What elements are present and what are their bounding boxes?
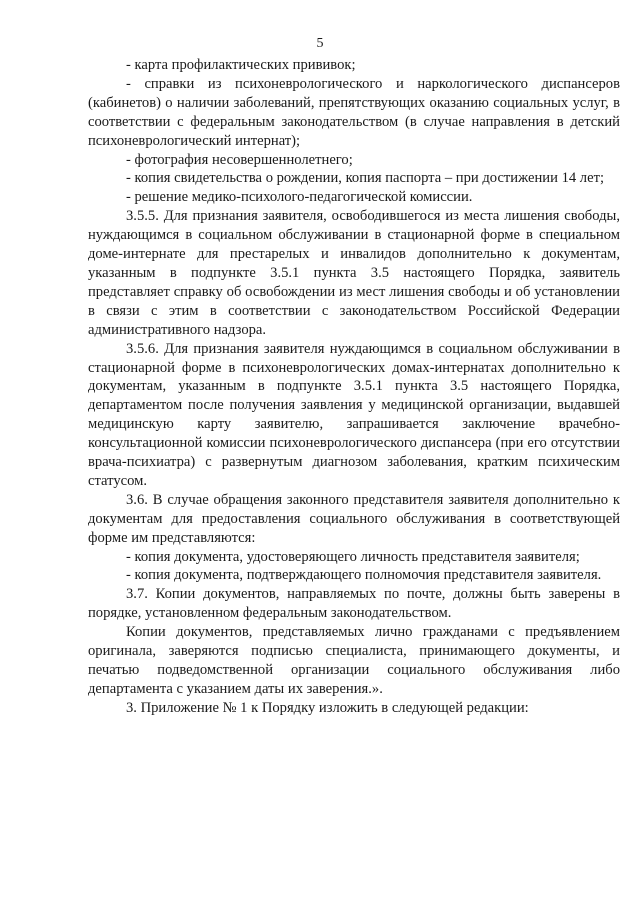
document-body [88,56,620,718]
paragraph-3-7: 3.7. Копии документов, направляемых по почте, должны быть заверены в порядке, установленном федеральным законодательством. [88,586,620,622]
list-item-identity-copy: - копия документа, удостоверяющего личность представителя заявителя; [126,548,580,565]
list-item-authority-copy: - копия документа, подтверждающего полномочия представителя заявителя. [126,567,602,584]
list-item-vaccination-card: - карта профилактических прививок; [126,57,356,73]
list-item-photo: - фотография несовершеннолетнего; [126,151,353,168]
paragraph-3-6: 3.6. В случае обращения законного представителя заявителя дополнительно к документам для предоставления социального обслуживания в соответствующей форме им представляются: [88,491,620,546]
page-number: 5 [316,36,324,51]
list-item-dispensary-certificates: - справки из психоневрологического и наркологического диспансеров (кабинетов) о наличии заболеваний, препятствующих оказанию социальных услуг, в соответствии с федеральным законодательством (в случае направления в детский психоневрологический интернат); [88,75,620,149]
paragraph-3-5-6: 3.5.6. Для признания заявителя нуждающимся в социальном обслуживании в стационарной форме в психоневрологических домах-интернатах дополнительно к документам, указанным в подпункте 3.5.1 пункта 3.5 настоящего Порядка, департаментом после получения заявления у медицинской организации, выдавшей медицинскую карту заявителю, запрашивается заключение врачебно-консультационной комиссии психоневрологического диспансера (при его отсутствии врача-психиатра) с развернутым диагнозом заболевания, кратким психическим статусом. [88,340,620,489]
paragraph-copies-certification: Копии документов, представляемых лично гражданами с предъявлением оригинала, заверяются подписью специалиста, принимающего документы, и печатью подведомственной организации социального обслуживания либо департамента с указанием даты их заверения.». [88,624,620,697]
paragraph-3-5-5: 3.5.5. Для признания заявителя, освободившегося из места лишения свободы, нуждающимся в социальном обслуживании в стационарной форме в специальном доме-интернате для престарелых и инвалидов дополнительно к документам, указанным в подпункте 3.5.1 пункта 3.5 настоящего Порядка, заявитель представляет справку об освобождении из мест лишения свободы и об установлении в связи с этим в соответствии с законодательством Российской Федерации административного надзора. [88,208,620,338]
list-item-commission-decision: - решение медико-психолого-педагогической комиссии. [126,189,473,206]
paragraph-appendix-1: 3. Приложение № 1 к Порядку изложить в следующей редакции: [126,699,529,716]
list-item-birth-certificate: - копия свидетельства о рождении, копия паспорта – при достижении 14 лет; [126,170,605,187]
